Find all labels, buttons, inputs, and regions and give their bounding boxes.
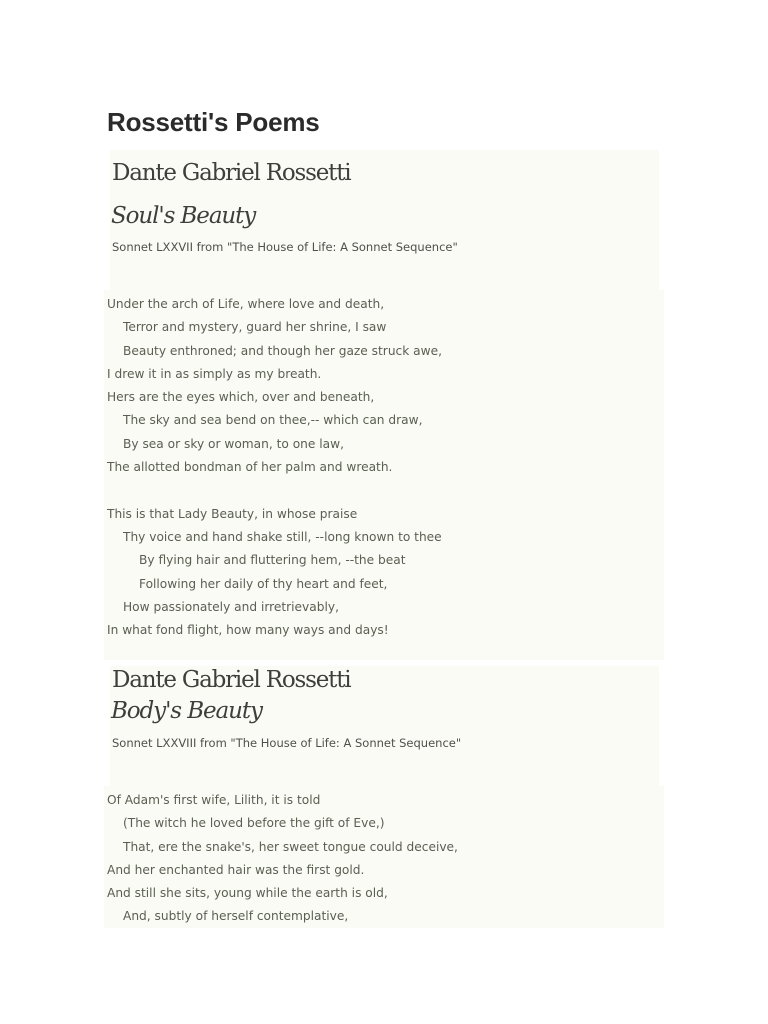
poem-author: Dante Gabriel Rossetti <box>112 667 351 693</box>
page-title: Rossetti's Poems <box>107 107 320 137</box>
poem-line: I drew it in as simply as my breath. <box>107 366 322 381</box>
poem-source: Sonnet LXXVIII from "The House of Life: A Sonnet Sequence" <box>112 736 462 750</box>
poem-line: In what fond flight, how many ways and days! <box>107 623 389 638</box>
poem-line: And her enchanted hair was the first gold. <box>107 862 365 877</box>
poem-title: Soul's Beauty <box>111 203 256 229</box>
stanza-break <box>107 479 442 502</box>
poem-line: By flying hair and fluttering hem, --the beat <box>139 553 406 568</box>
poem-source: Sonnet LXXVII from "The House of Life: A Sonnet Sequence" <box>112 240 458 254</box>
poem-line: Under the arch of Life, where love and death, <box>107 297 385 311</box>
poem-line: This is that Lady Beauty, in whose praise <box>107 506 358 521</box>
poem-line: And still she sits, young while the earth is old, <box>107 886 388 901</box>
poem-line: Following her daily of thy heart and feet, <box>139 576 388 591</box>
poem-line: The allotted bondman of her palm and wreath. <box>107 460 393 475</box>
poem-line: By sea or sky or woman, to one law, <box>123 436 344 451</box>
poem-line: How passionately and irretrievably, <box>123 599 339 614</box>
poem-line: Of Adam's first wife, Lilith, it is told <box>107 793 321 807</box>
poem-line: And, subtly of herself contemplative, <box>123 909 349 924</box>
poem-line: Beauty enthroned; and though her gaze struck awe, <box>123 343 442 358</box>
poem-line: That, ere the snake's, her sweet tongue could deceive, <box>123 839 458 854</box>
poem-line: The sky and sea bend on thee,-- which can draw, <box>123 413 423 428</box>
poem-text <box>107 789 458 929</box>
poem-line: Terror and mystery, guard her shrine, I saw <box>123 320 387 335</box>
poem-line: Thy voice and hand shake still, --long known to thee <box>123 529 442 544</box>
poem-line: Hers are the eyes which, over and beneath, <box>107 390 375 405</box>
poem-line: (The witch he loved before the gift of Eve,) <box>123 816 385 831</box>
poem-author: Dante Gabriel Rossetti <box>112 160 351 186</box>
poem-text <box>107 293 442 642</box>
poem-title: Body's Beauty <box>111 698 262 724</box>
